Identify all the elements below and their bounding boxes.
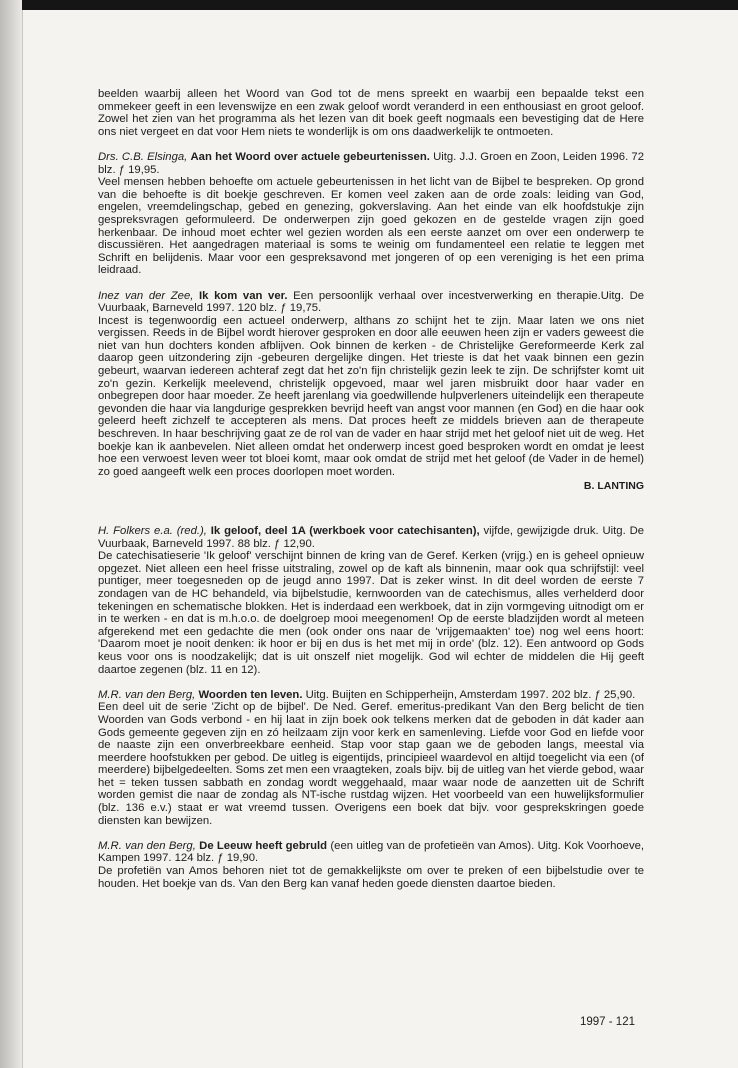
- review-elsinga: [98, 151, 644, 277]
- review-title: Ik kom van ver.: [199, 289, 288, 302]
- reviewer-signature: B. LANTING: [583, 480, 644, 493]
- page-text: [98, 88, 644, 903]
- intro-paragraph: beelden waarbij alleen het Woord van God tot de mens spreekt en waarbij een bepaalde tekst een ommekeer geeft in een levenswijze en een zwak geloof wordt veranderd in een enthousiast en groot geloof. Zowel het zien van het programma als het lezen van dit boek geeft nogmaals een bevestiging dat de Here ons niet vergeet en dat voor Hem niets te wonderlijk is om ons daadwerkelijk te ontmoeten.: [98, 88, 644, 138]
- review-body: De catechisatieserie 'Ik geloof' verschijnt binnen de kring van de Geref. Kerken (vrijg.) en is geheel opnieuw opgezet. Niet alleen een heel frisse uitstraling, zowel op de kaft als binnenin, maar ook qua schrijfstijl: veel puntiger, meer toegesneden op de jeugd anno 1997. Dat is zeker winst. In dit deel worden de eerste 7 zondagen van de HC behandeld, via bijbelstudie, kernwoorden van de catechismus, alles verhelderd door tekeningen en schematische blokken. Het is inderdaad een werkboek, dat in zijn vormgeving uitnodigt om er in te werken - en dat is m.h.o.o. de doelgroep mooi meegenomen! Op de eerste bladzijden wordt al meteen afgerekend met een gedachte die men (ook onder ons naar de 'vrijgemaakten' toe) nog wel eens hoort: 'Daarom moet je nooit denken: ik hoor er bij en dus is het met mij in orde' (blz. 12). Een antwoord op Gods keus voor ons is noodzakelijk; dat is uit onszelf niet mogelijk. God wil echter de middelen die Hij geeft daartoe zegenen (blz. 11 en 12).: [98, 550, 644, 676]
- review-publication: vijfde, gewijzigde druk. Uitg. De Vuurbaak, Barneveld 1997. 88 blz. ƒ 12,90.: [98, 525, 645, 550]
- review-author: M.R. van den Berg,: [98, 688, 196, 701]
- review-heading: [98, 151, 644, 176]
- review-heading: [98, 840, 644, 865]
- review-title: Aan het Woord over actuele gebeurtenissen.: [190, 150, 430, 163]
- review-author: H. Folkers e.a. (red.),: [98, 525, 207, 537]
- review-title: Woorden ten leven.: [198, 688, 303, 701]
- review-publication: Een persoonlijk verhaal over incestverwerking en therapie.Uitg. De Vuurbaak, Barneveld 1997. 120 blz. ƒ 19,75.: [98, 289, 645, 315]
- scan-left-edge: [0, 0, 22, 1068]
- review-folkers: [98, 525, 644, 676]
- review-body: De profetiën van Amos behoren niet tot de gemakkelijkste om over te preken of een bijbelstudie over te houden. Het boekje van ds. Van den Berg kan vanaf heden goede diensten daartoe bieden.: [98, 865, 644, 890]
- scan-left-rule: [22, 10, 23, 1068]
- review-author: Inez van der Zee,: [98, 289, 194, 302]
- review-van-den-berg-woorden: [98, 689, 644, 828]
- review-title: De Leeuw heeft gebruld: [199, 839, 328, 852]
- review-publication: (een uitleg van de profetieën van Amos). Uitg. Kok Voorhoeve, Kampen 1997. 124 blz. ƒ 19,90.: [98, 839, 645, 865]
- review-author: M.R. van den Berg,: [98, 839, 196, 852]
- review-publication: Uitg. J.J. Groen en Zoon, Leiden 1996. 72 blz. ƒ 19,95.: [98, 150, 644, 176]
- review-body: Veel mensen hebben behoefte om actuele gebeurtenissen in het licht van de Bijbel te bespreken. Op grond van die behoefte is dit boekje geschreven. Er komen veel zaken aan de orde zoals: leiding van God, engelen, vreemdelingschap, gebed en genezing, gokverslaving. Aan het einde van elk hoofdstukje zijn gespreksvragen geformuleerd. De onderwerpen zijn goed gekozen en de gestelde vragen zijn goed herkenbaar. De inhoud moet echter wel gezien worden als een eerste aanzet om over een onderwerp te discussiëren. Het aangedragen materiaal is soms te weinig om fundamenteel een relatie te leggen met Schrift en belijdenis. Maar voor een gespreksavond met jongeren of op een vereniging is het een prima leidraad.: [98, 176, 644, 277]
- review-heading: [98, 525, 644, 550]
- review-body: Een deel uit de serie 'Zicht op de bijbel'. De Ned. Geref. emeritus-predikant Van den Berg belicht de tien Woorden van Gods verbond - en hij laat in zijn boek ook telkens merken dat de geboden in dát kader aan Gods gemeente gegeven zijn en zó heilzaam zijn voor kerk en samenleving. Liefde voor God en liefde voor de naaste zijn een onverbreekbare eenheid. Stap voor stap gaan we de geboden langs, meestal via meerdere hoofstukken per gebod. De uitleg is eigentijds, principieel waardevol en altijd toegelicht via een (of meerdere) bijbelgedeelten. Soms zet men een vraagteken, zoals bijv. bij de uitleg van het vierde gebod, waar het = teken tussen sabbath en zondag wordt weggehaald, maar waar node de aanzetten uit de Schrift worden gemist die naar de zondag als NT-ische rustdag wijzen. Het voorbeeld van een huwelijksformulier (blz. 136 e.v.) staat er wat vreemd tussen. Overigens een boek dat bijv. voor gesprekskringen goede diensten kan bewijzen.: [98, 701, 644, 827]
- review-body: Incest is tegenwoordig een actueel onderwerp, althans zo schijnt het te zijn. Maar laten we ons niet vergissen. Reeds in de Bijbel wordt hierover gesproken en door alle eeuwen heen zijn er vaders geweest die niet van hun dochters konden afblijven. Ook binnen de kerken - de Christelijke Gereformeerde Kerk zal daarop geen uitzondering zijn -gebeuren dergelijke dingen. Het trieste is dat het vaak binnen een gezin gebeurt, waarvan iedereen achteraf zegt dat het zo'n fijn christelijk gezin leek te zijn. De schrijfster komt uit zo'n gezin. Kerkelijk meelevend, christelijk opgevoed, maar wel jaren misbruikt door haar vader en onbegrepen door haar moeder. Ze heeft jarenlang via goedwillende hulpverleners uiteindelijk een therapeute gevonden die haar via langdurige gesprekken bevrijd heeft van angst voor mannen (en God) en die haar ook geleerd heeft zichzelf te accepteren als mens. Dat proces heeft ze middels brieven aan de therapeute beschreven. In haar beschrijving gaat ze de rol van de vader en haar strijd met het geloof niet uit de weg. Het boekje kan ik aanbevelen. Niet alleen omdat het onderwerp incest goed besproken wordt en omdat je leest hoe een verwoest leven weer tot bloei komt, maar ook omdat de strijd met het geloof (de Vader in de hemel) zo goed aangeeft welk een proces doorlopen moet worden.: [98, 314, 644, 478]
- page-number: 1997 - 121: [580, 1016, 635, 1028]
- review-publication: Uitg. Buijten en Schipperheijn, Amsterdam 1997. 202 blz. ƒ 25,90.: [305, 688, 636, 701]
- review-heading: [98, 290, 644, 315]
- review-heading: [98, 689, 644, 702]
- review-van-der-zee: [98, 290, 644, 494]
- review-author: Drs. C.B. Elsinga,: [98, 150, 188, 163]
- review-title: Ik geloof, deel 1A (werkboek voor catechisanten),: [210, 525, 480, 537]
- scan-top-band: [0, 0, 738, 10]
- review-van-den-berg-leeuw: [98, 840, 644, 890]
